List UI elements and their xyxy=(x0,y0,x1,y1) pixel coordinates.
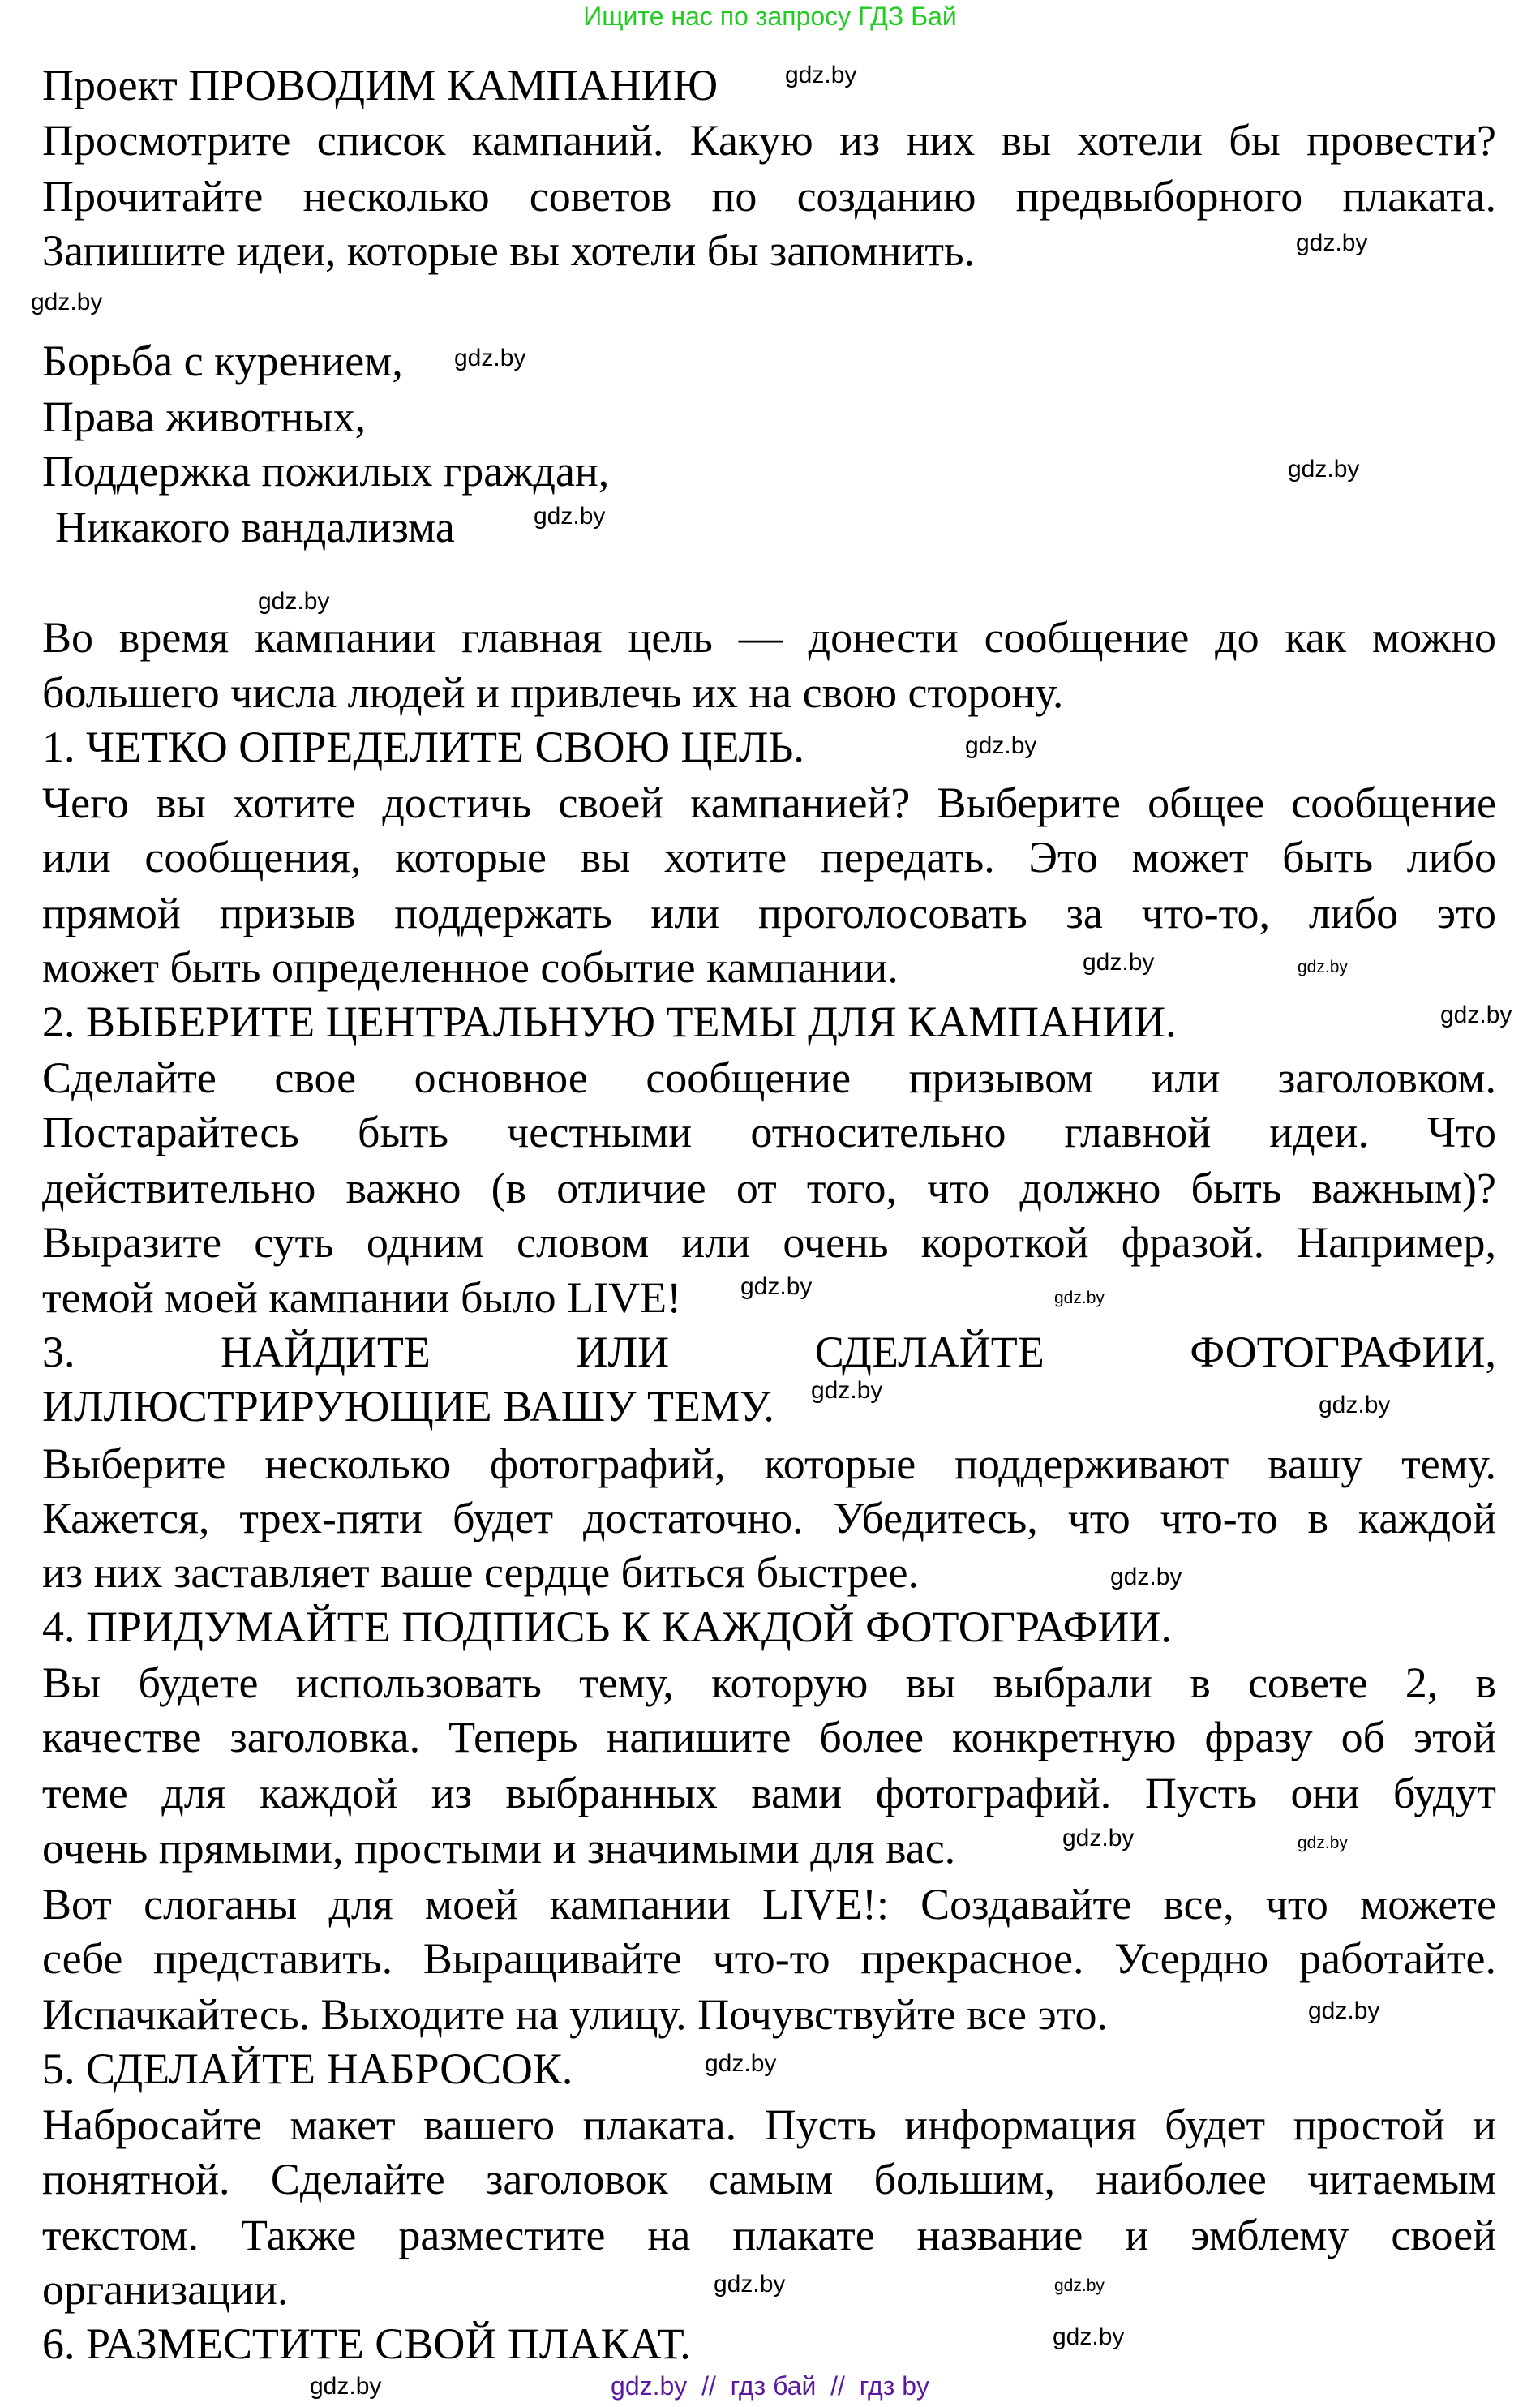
watermark: gdz.by xyxy=(1053,2323,1125,2350)
section-heading-1: 1. ЧЕТКО ОПРЕДЕЛИТЕ СВОЮ ЦЕЛЬ. xyxy=(42,723,804,771)
text-line: Во время кампании главная цель — донести сообщение до как можно xyxy=(42,613,1496,662)
watermark: gdz.by xyxy=(785,62,857,88)
text-line: Кажется, трех-пяти будет достаточно. Убедитесь, что что-то в каждой xyxy=(42,1494,1496,1542)
watermark: gdz.by xyxy=(534,503,606,530)
text-line: Вы будете использовать тему, которую вы выбрали в совете 2, в xyxy=(42,1658,1496,1707)
text-line: может быть определенное событие кампании. xyxy=(42,943,899,992)
watermark: gdz.by xyxy=(1054,1289,1105,1307)
section-heading-4: 4. ПРИДУМАЙТЕ ПОДПИСЬ К КАЖДОЙ ФОТОГРАФИИ. xyxy=(42,1603,1172,1651)
text-line: Постарайтесь быть честными относительно главной идеи. Что xyxy=(42,1108,1496,1156)
watermark: gdz.by xyxy=(740,1273,813,1300)
section-heading-5: 5. СДЕЛАЙТЕ НАБРОСОК. xyxy=(42,2044,573,2093)
watermark: gdz.by xyxy=(454,345,526,371)
text-line: Чего вы хотите достичь своей кампанией? Выберите общее сообщение xyxy=(42,779,1496,827)
watermark: gdz.by xyxy=(714,2271,786,2298)
text-line: теме для каждой из выбранных вами фотографий. Пусть они будут xyxy=(42,1769,1496,1817)
watermark: gdz.by xyxy=(705,2050,777,2077)
text-line: Выберите несколько фотографий, которые поддерживают вашу тему. xyxy=(42,1439,1496,1488)
text-line: организации. xyxy=(42,2265,289,2314)
watermark: gdz.by xyxy=(1440,1002,1512,1028)
text-line: качестве заголовка. Теперь напишите более конкретную фразу об этой xyxy=(42,1713,1496,1761)
text-line: темой моей кампании было LIVE! xyxy=(42,1273,682,1322)
text-line: Просмотрите список кампаний. Какую из них вы хотели бы провести? xyxy=(42,116,1496,165)
text-line: или сообщения, которые вы хотите передать. Это может быть либо xyxy=(42,833,1496,882)
watermark: gdz.by xyxy=(1298,958,1348,976)
text-line: Прочитайте несколько советов по созданию предвыборного плаката. xyxy=(42,172,1496,221)
text-line: прямой призыв поддержать или проголосовать за что-то, либо это xyxy=(42,889,1496,937)
watermark: gdz.by xyxy=(310,2373,382,2400)
text-line: Выразите суть одним словом или очень короткой фразой. Например, xyxy=(42,1218,1496,1267)
watermark: gdz.by xyxy=(811,1377,883,1404)
section-heading-3-cont: ИЛЛЮСТРИРУЮЩИЕ ВАШУ ТЕМУ. xyxy=(42,1382,774,1431)
watermark: gdz.by xyxy=(1083,949,1155,976)
footer-links[interactable]: gdz.by // гдз бай // гдз by xyxy=(611,2371,929,2401)
text-line: текстом. Также разместите на плакате название и эмблему своей xyxy=(42,2211,1496,2259)
watermark: gdz.by xyxy=(1288,456,1360,483)
text-line: Вот слоганы для моей кампании LIVE!: Создавайте все, что можете xyxy=(42,1880,1496,1929)
header-banner[interactable]: Ищите нас по запросу ГДЗ Бай xyxy=(583,2,957,31)
watermark: gdz.by xyxy=(31,289,103,315)
watermark: gdz.by xyxy=(965,732,1037,759)
watermark: gdz.by xyxy=(1319,1392,1391,1418)
text-line: Набросайте макет вашего плаката. Пусть информация будет простой и xyxy=(42,2100,1496,2149)
text-line: большего числа людей и привлечь их на свою сторону. xyxy=(42,668,1064,717)
text-line: себе представить. Выращивайте что-то прекрасное. Усердно работайте. xyxy=(42,1934,1496,1983)
text-line: очень прямыми, простыми и значимыми для вас. xyxy=(42,1824,956,1873)
text-line: действительно важно (в отличие от того, что должно быть важным)? xyxy=(42,1164,1496,1212)
section-heading-6: 6. РАЗМЕСТИТЕ СВОЙ ПЛАКАТ. xyxy=(42,2319,691,2368)
text-line: Сделайте свое основное сообщение призывом или заголовком. xyxy=(42,1053,1496,1102)
text-line: понятной. Сделайте заголовок самым большим, наиболее читаемым xyxy=(42,2155,1496,2203)
watermark: gdz.by xyxy=(258,588,330,615)
campaign-item: Никакого вандализма xyxy=(55,503,455,551)
campaign-item: Права животных, xyxy=(42,393,367,441)
section-heading-2: 2. ВЫБЕРИТЕ ЦЕНТРАЛЬНУЮ ТЕМЫ ДЛЯ КАМПАНИИ. xyxy=(42,998,1177,1046)
watermark: gdz.by xyxy=(1298,1834,1348,1852)
watermark: gdz.by xyxy=(1062,1825,1135,1851)
section-heading-3: 3. НАЙДИТЕ ИЛИ СДЕЛАЙТЕ ФОТОГРАФИИ, xyxy=(42,1328,1496,1376)
watermark: gdz.by xyxy=(1308,1997,1380,2024)
text-line: из них заставляет ваше сердце биться быстрее. xyxy=(42,1548,920,1597)
text-line: Испачкайтесь. Выходите на улицу. Почувствуйте все это. xyxy=(42,1990,1109,2039)
campaign-item: Поддержка пожилых граждан, xyxy=(42,447,610,496)
watermark: gdz.by xyxy=(1054,2276,1105,2295)
watermark: gdz.by xyxy=(1110,1564,1182,1590)
watermark: gdz.by xyxy=(1296,230,1368,256)
project-title: Проект ПРОВОДИМ КАМПАНИЮ xyxy=(42,61,719,109)
text-line: Запишите идеи, которые вы хотели бы запомнить. xyxy=(42,226,976,275)
campaign-item: Борьба с курением, xyxy=(42,337,403,385)
